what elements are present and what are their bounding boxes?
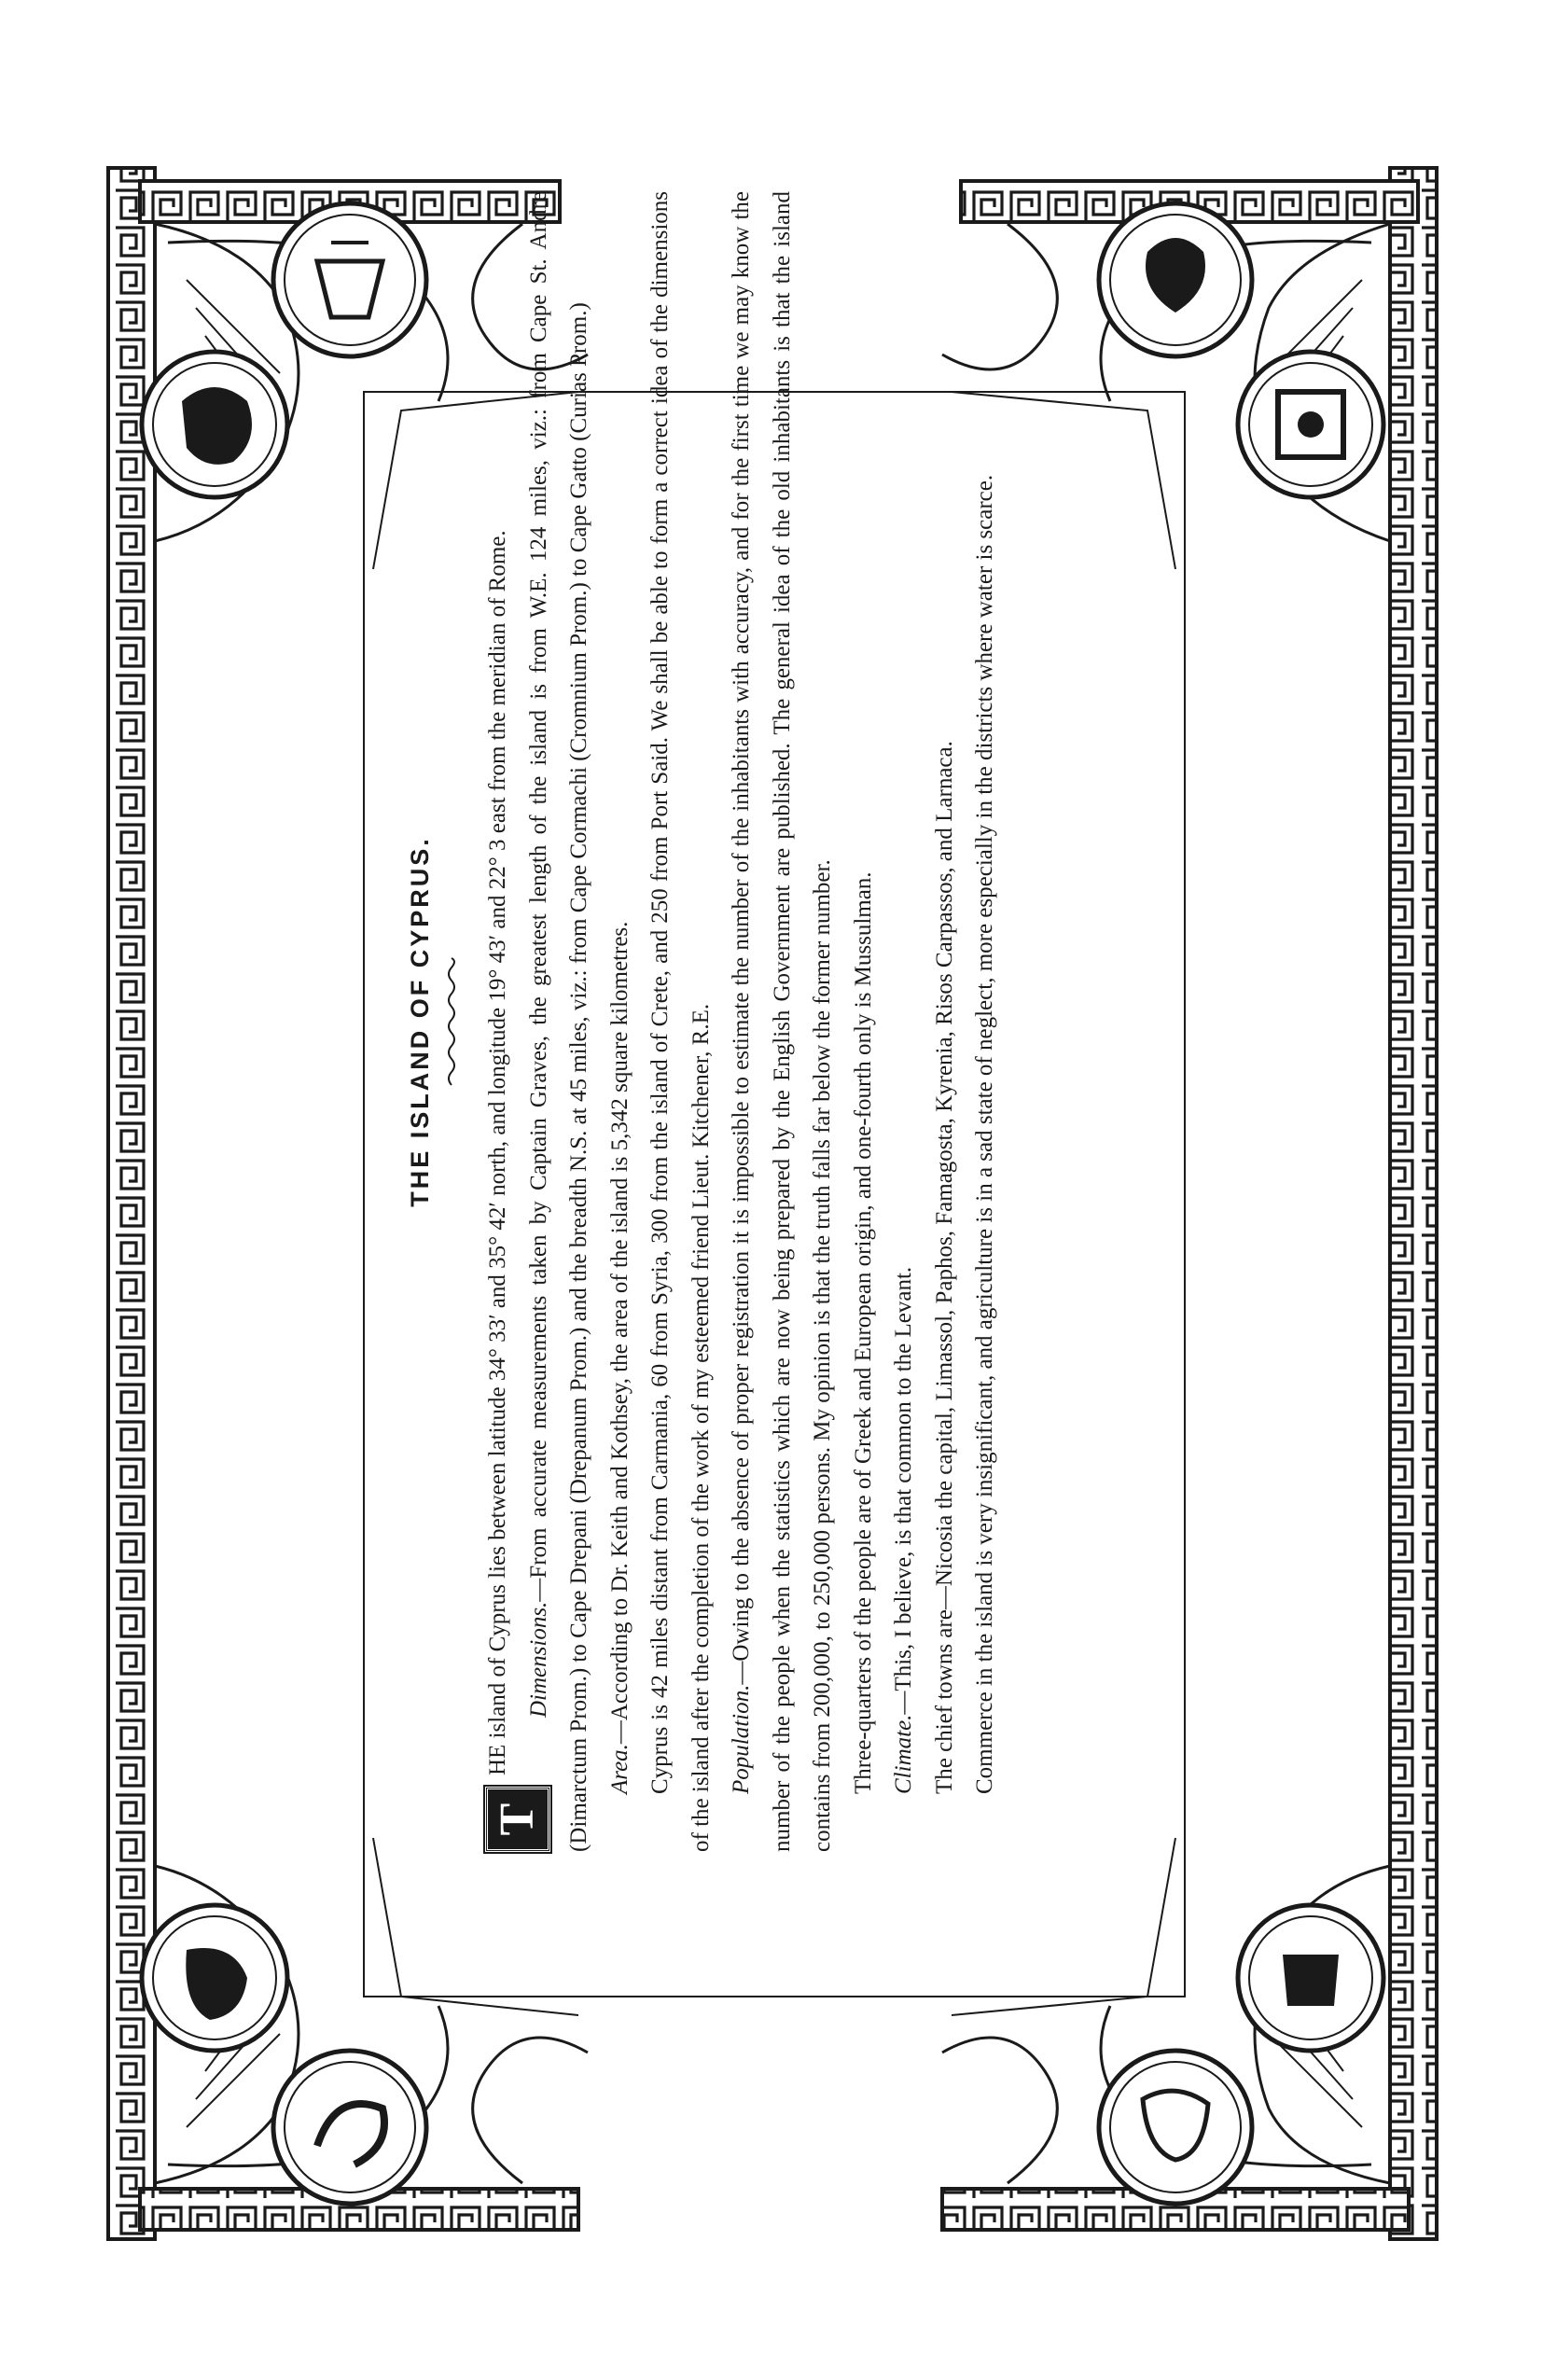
paragraph-climate: Climate.—This, I believe, is that common to the Levant. — [891, 1266, 916, 1794]
paragraph-towns: The chief towns are—Nicosia the capital, Limassol, Paphos, Famagosta, Kyrenia, Risos Carpassos, and Larnaca. — [931, 741, 957, 1794]
paragraph-commerce: Commerce in the island is very insignificant, and agriculture is in a sad state of neglect, more especially in the districts where water is scarce. — [972, 474, 997, 1794]
paragraph-dimensions: Dimensions.—From accurate measurements taken by Captain Graves, the greatest length of the island is from W.E. 124 miles, viz.: from Cape St. Andre (Dimarctum Prom.) to Cape Drepani (Drepanum Prom.) and the breadth N.S. at 45 miles, viz.: from Cape Cormachi (Cromnium Prom.) to Cape Gatto (Curias Prom.) — [525, 191, 591, 1852]
coin-medallion-bottom-left — [142, 1905, 287, 2051]
drop-cap: T — [485, 1787, 550, 1852]
coin-medallion-bottom-left-2 — [273, 2051, 426, 2204]
paragraph-distances: Cyprus is 42 miles distant from Carmania, 60 from Syria, 300 from the island of Crete, and 250 from Port Said. We shall be able to form a correct idea of the dimensions of the island after the completion of the work of my esteemed friend Lieut. Kitchener, R.E. — [647, 191, 714, 1852]
paragraph-area: Area.—According to Dr. Keith and Kothsey, the area of the island is 5,342 square kilometres. — [606, 921, 632, 1794]
paragraph-origin: Three-quarters of the people are of Greek and European origin, and one-fourth only is Mussulman. — [850, 871, 876, 1794]
page-text — [401, 191, 1390, 1852]
coin-medallion-bottom-right — [1238, 1905, 1383, 2051]
page-title: THE ISLAND OF CYPRUS. — [406, 836, 434, 1207]
greek-key-band-right — [1390, 168, 1437, 2239]
paragraph-population: Population.—Owing to the absence of proper registration it is impossible to estimate the number of the inhabitants with accuracy, and for the first time we may know the number of the people when the statistics which are now being prepared by the English Government are published. The general idea of the old inhabitants is that the island contains from 200,000, to 250,000 persons. My opinion is that the truth falls far below the former number. — [729, 191, 835, 1852]
greek-key-band-left — [108, 168, 155, 2239]
title-flourish — [444, 956, 459, 1087]
coin-medallion-top-left — [142, 352, 287, 497]
paragraph-intro: T HE island of Cyprus lies between latitude 34° 33′ and 35° 42′ north, and longitude 19° 43′ and 22° 3 east from the meridian of Rome. — [478, 191, 519, 1852]
coin-medallion-bottom-right-2 — [1099, 2051, 1252, 2204]
